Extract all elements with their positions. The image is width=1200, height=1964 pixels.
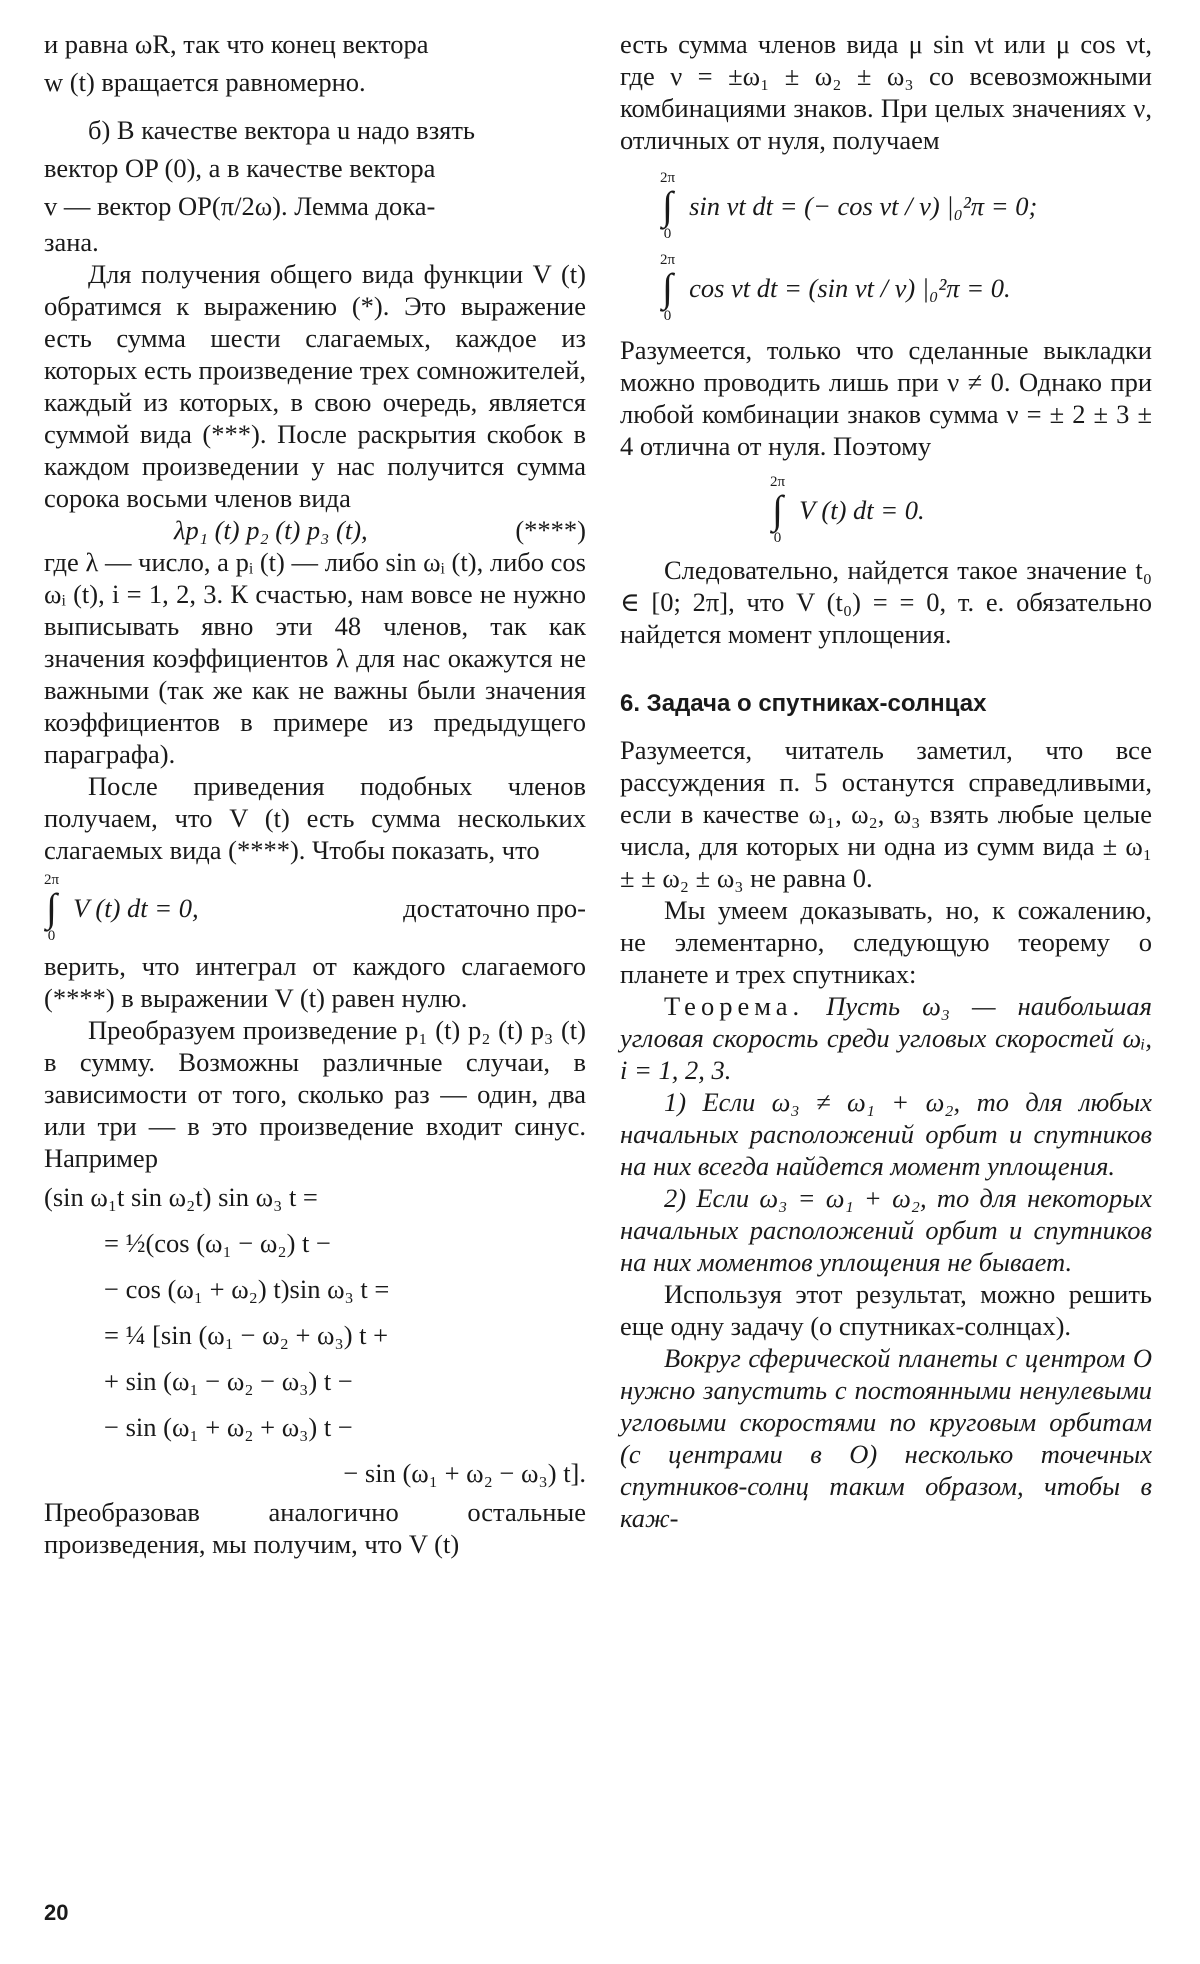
integral-formula xyxy=(620,474,1152,546)
paragraph: После приведения подобных членов получаем, что V (t) есть сумма нескольких слагаемых вида (****). Чтобы показать, что xyxy=(44,771,586,865)
theorem-label: Теорема. xyxy=(664,991,805,1021)
text-line: б) В качестве вектора u надо взять xyxy=(88,115,476,145)
paragraph: Используя этот результат, можно решить еще одну задачу (о спутниках-солнцах). xyxy=(620,1279,1152,1341)
paragraph: Разумеется, читатель заметил, что все рассуждения п. 5 останутся справедливыми, если в качестве ω₁, ω₂, ω₃ взять любые целые числа, для которых ни одна из сумм вида ± ω₁ ± ± ω₂ ± ω₃ не равна 0. xyxy=(620,735,1152,893)
text-line: зана. xyxy=(44,227,99,257)
paragraph: где λ — число, а pᵢ (t) — либо sin ωᵢ (t), либо cos ωᵢ (t), i = 1, 2, 3. К счастью, нам вовсе не нужно выписывать явно эти 48 членов, так как значения коэффициентов λ для нас окажутся не важными (так же как не важны были значения коэффициентов в примере из предыдущего параграфа). xyxy=(44,547,586,769)
integral-sign: 2π ∫ 0 xyxy=(660,170,676,242)
integral-body: V (t) dt = 0. xyxy=(799,495,925,525)
paragraph: есть сумма членов вида μ sin νt или μ cos νt, где ν = ±ω₁ ± ω₂ ± ω₃ со всевозможными комбинациями знаков. При целых значениях ν, отличных от нуля, получаем xyxy=(620,29,1152,155)
integral-sign: 2π ∫ 0 xyxy=(44,872,60,944)
equation-line: + sin (ω₁ − ω₂ − ω₃) t − xyxy=(104,1366,353,1396)
equation-line: = ½(cos (ω₁ − ω₂) t − xyxy=(104,1228,331,1258)
paragraph: Вокруг сферической планеты с центром O нужно запустить с постоянными ненулевыми угловыми скоростями по круговым орбитам (с центрами в O) несколько точечных спутников-солнц таким образом, чтобы в каж- xyxy=(620,1343,1152,1533)
left-column xyxy=(44,28,586,1560)
text-line: v — вектор OP(π/2ω). Лемма дока- xyxy=(44,191,436,221)
integral-lower-limit: 0 xyxy=(47,928,56,944)
integral-body: V (t) dt = 0, xyxy=(73,893,199,923)
text-line: и равна ωR, так что конец вектора xyxy=(44,29,429,59)
integral-lower-limit: 0 xyxy=(663,308,672,324)
theorem-text: Пусть ω₃ — наибольшая угловая скорость среди угловых скоростей ωᵢ, i = 1, 2, 3. xyxy=(620,991,1152,1085)
page-number: 20 xyxy=(44,1900,69,1925)
integral-formula xyxy=(620,170,1152,242)
theorem-statement xyxy=(620,990,1152,1086)
paragraph: Для получения общего вида функции V (t) обратимся к выражению (*). Это выражение есть сумма шести слагаемых, каждое из которых есть произведение трех сомножителей, каждый из которых, в свою очередь, является суммой вида (***). После раскрытия скобок в каждом произведении у нас получится сумма сорока восьми членов вида xyxy=(44,259,586,513)
right-column xyxy=(620,28,1152,1534)
paragraph: Разумеется, только что сделанные выкладки можно проводить лишь при ν ≠ 0. Однако при любой комбинации знаков сумма ν = ± 2 ± 3 ± 4 отлична от нуля. Поэтому xyxy=(620,335,1152,461)
product-formula xyxy=(44,514,586,546)
integral-lower-limit: 0 xyxy=(773,530,782,546)
integral-upper-limit: 2π xyxy=(44,872,60,888)
text-line: w (t) вращается равномерно. xyxy=(44,67,366,97)
integral-sign: 2π ∫ 0 xyxy=(660,252,676,324)
theorem-case: 1) Если ω₃ ≠ ω₁ + ω₂, то для любых начальных расположений орбит и спутников на них всегда найдется момент уплощения. xyxy=(620,1087,1152,1181)
equation-line: = ¼ [sin (ω₁ − ω₂ + ω₃) t + xyxy=(104,1320,389,1350)
equation-line: − sin (ω₁ + ω₂ − ω₃) t]. xyxy=(343,1458,586,1488)
paragraph: Преобразуем произведение p₁ (t) p₂ (t) p₃ (t) в сумму. Возможны различные случаи, в зависимости от того, сколько раз — один, два или три — в это произведение входит синус. Например xyxy=(44,1015,586,1173)
equation-tag: (****) xyxy=(515,515,586,545)
integral-formula xyxy=(44,872,586,944)
product-expression: λp₁ (t) p₂ (t) p₃ (t), xyxy=(174,515,368,545)
integral-upper-limit: 2π xyxy=(770,474,786,490)
equation-line: − cos (ω₁ + ω₂) t)sin ω₃ t = xyxy=(104,1274,390,1304)
integral-body: cos νt dt = (sin νt / ν) |₀²π = 0. xyxy=(689,273,1011,303)
text-line: достаточно про- xyxy=(403,893,586,923)
integral-sign: 2π ∫ 0 xyxy=(770,474,786,546)
paragraph: верить, что интеграл от каждого слагаемого (****) в выражении V (t) равен нулю. xyxy=(44,951,586,1013)
equation-line: (sin ω₁t sin ω₂t) sin ω₃ t = xyxy=(44,1182,318,1212)
integral-body: sin νt dt = (− cos νt / ν) |₀²π = 0; xyxy=(689,191,1038,221)
integral-upper-limit: 2π xyxy=(660,170,676,186)
integral-formula xyxy=(620,252,1152,324)
equation-chain xyxy=(44,1174,586,1496)
theorem-case: 2) Если ω₃ = ω₁ + ω₂, то для некоторых начальных расположений орбит и спутников на них моментов уплощения не бывает. xyxy=(620,1183,1152,1277)
paragraph: Следовательно, найдется такое значение t₀ ∈ [0; 2π], что V (t₀) = = 0, т. е. обязательно найдется момент уплощения. xyxy=(620,555,1152,649)
paragraph: Мы умеем доказывать, но, к сожалению, не элементарно, следующую теорему о планете и трех спутниках: xyxy=(620,895,1152,989)
text-line: вектор OP (0), а в качестве вектора xyxy=(44,153,436,183)
integral-lower-limit: 0 xyxy=(663,226,672,242)
integral-upper-limit: 2π xyxy=(660,252,676,268)
section-heading: 6. Задача о спутниках-солнцах xyxy=(620,690,987,717)
paragraph: Преобразовав аналогично остальные произведения, мы получим, что V (t) xyxy=(44,1497,586,1559)
equation-line: − sin (ω₁ + ω₂ + ω₃) t − xyxy=(104,1412,353,1442)
